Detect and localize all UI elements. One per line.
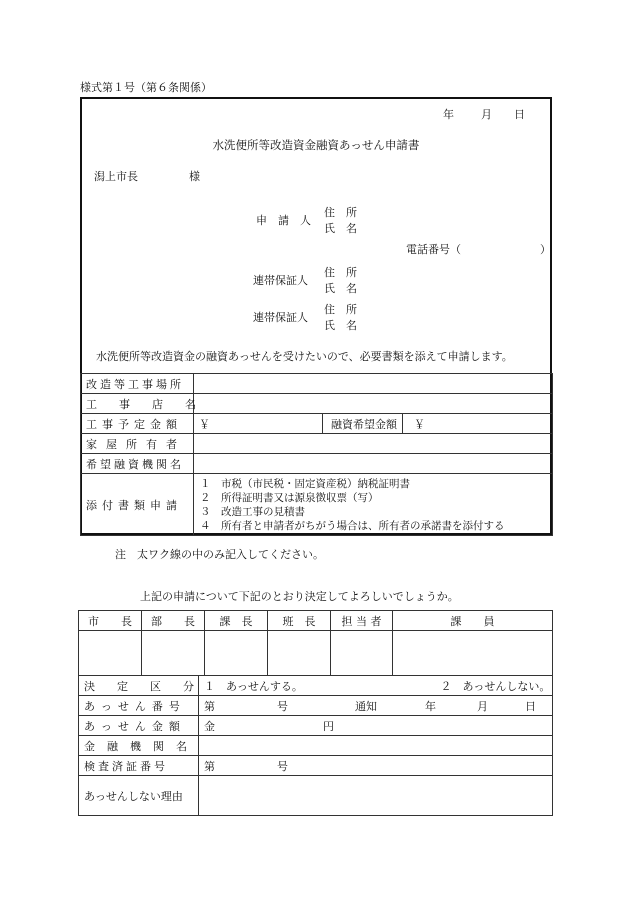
owner-field[interactable] (194, 434, 553, 454)
row-number (79, 696, 553, 716)
decision-table (78, 675, 553, 816)
row-cost (81, 414, 553, 434)
stamp-mayor[interactable] (79, 631, 142, 676)
guarantor2-name-label: 氏 名 (324, 319, 357, 332)
number-field[interactable] (199, 696, 553, 716)
form-number: 様式第１号（第６条関係） (80, 81, 212, 94)
decision-field[interactable] (199, 676, 553, 696)
attachment-item-3: ３ 改造工事の見積書 (200, 505, 305, 518)
cert-go: 号 (277, 759, 288, 773)
approval-section-chief: 課 長 (205, 611, 268, 631)
applicant-phone-label: 電話番号（ (406, 243, 461, 256)
number-notice: 通知 (355, 699, 377, 713)
row-amount (79, 716, 553, 736)
note-text: 注 太ワク線の中のみ記入してください。 (115, 548, 324, 561)
owner-label: 家屋所有者 (86, 437, 186, 451)
row-cert-number (79, 756, 553, 776)
loan-field[interactable] (403, 414, 553, 434)
row-site (81, 374, 553, 394)
contractor-field[interactable] (194, 394, 553, 414)
guarantor1-name-label: 氏 名 (324, 282, 357, 295)
stamp-director[interactable] (142, 631, 205, 676)
guarantor1-address-label: 住 所 (324, 266, 357, 279)
row-attachments (81, 474, 553, 536)
decision-option-reject[interactable]: ２ あっせんしない。 (440, 679, 551, 693)
reason-label: あっせんしない理由 (79, 776, 199, 816)
stamp-staff-in-charge[interactable] (331, 631, 393, 676)
stamp-section-chief[interactable] (205, 631, 268, 676)
attachment-item-1: １ 市税（市民税・固定資産税）納税証明書 (200, 477, 410, 490)
application-statement: 水洗便所等改造資金の融資あっせんを受けたいので、必要書類を添えて申請します。 (96, 350, 513, 363)
attach-label: 添付書類申請 (86, 498, 182, 512)
decision-label: 決定区分 (84, 679, 216, 693)
stamp-team-leader[interactable] (268, 631, 331, 676)
row-contractor (81, 394, 553, 414)
cert-number-field[interactable] (199, 756, 553, 776)
reason-field[interactable] (199, 776, 553, 816)
decision-prompt: 上記の申請について下記のとおり決定してよろしいでしょうか。 (140, 590, 459, 603)
applicant-phone-close: ） (540, 243, 551, 256)
row-decision (79, 676, 553, 696)
decision-option-approve[interactable]: １ あっせんする。 (204, 679, 303, 693)
applicant-name-label: 氏 名 (324, 222, 357, 235)
document-title: 水洗便所等改造資金融資あっせん申請書 (212, 138, 420, 152)
date-month: 月 (481, 108, 492, 121)
application-details-table (80, 373, 553, 536)
number-go: 号 (277, 699, 288, 713)
financial-institution-field[interactable] (199, 736, 553, 756)
attachments-list (194, 474, 553, 536)
cost-field[interactable] (194, 414, 323, 434)
approval-director: 部 長 (142, 611, 205, 631)
loan-label: 融資希望金額 (323, 414, 403, 434)
amount-yen: 円 (323, 719, 334, 733)
financial-institution-label: 金融機関名 (84, 739, 199, 753)
date-day: 日 (514, 108, 525, 121)
attachment-item-2: ２ 所得証明書又は源泉徴収票（写） (200, 491, 379, 504)
number-year: 年 (425, 699, 436, 713)
approval-mayor: 市 長 (79, 611, 142, 631)
approval-team-leader: 班 長 (268, 611, 331, 631)
number-day: 日 (525, 699, 536, 713)
bank-label: 希望融資機関名 (86, 457, 184, 471)
number-label: あっせん番号 (84, 699, 186, 713)
cert-number-label: 検査済証番号 (84, 759, 168, 773)
row-financial-institution (79, 736, 553, 756)
guarantor2-address-label: 住 所 (324, 303, 357, 316)
contractor-label: 工事店名 (86, 397, 218, 411)
row-reason (79, 776, 553, 816)
number-month: 月 (477, 699, 488, 713)
amount-field[interactable] (199, 716, 553, 736)
loan-yen: ￥ (414, 417, 425, 431)
guarantor2-label: 連帯保証人 (253, 311, 308, 324)
cert-dai: 第 (204, 759, 215, 773)
guarantor1-label: 連帯保証人 (253, 274, 308, 287)
approval-section-staff: 課 員 (393, 611, 553, 631)
cost-yen: ￥ (199, 417, 210, 431)
site-field[interactable] (194, 374, 553, 394)
row-owner (81, 434, 553, 454)
addressee-honorific: 様 (189, 170, 200, 183)
approval-stamp-row (79, 631, 553, 676)
stamp-section-staff[interactable] (393, 631, 553, 676)
approval-table (78, 610, 553, 676)
approval-staff-in-charge: 担 当 者 (331, 611, 393, 631)
site-label: 改造等工事場所 (86, 377, 184, 391)
row-bank (81, 454, 553, 474)
attachment-item-4: ４ 所有者と申請者がちがう場合は、所有者の承諾書を添付する (200, 519, 505, 532)
approval-header-row (79, 611, 553, 631)
applicant-address-label: 住 所 (324, 206, 357, 219)
amount-kin: 金 (204, 719, 215, 733)
cost-label: 工事予定金額 (86, 417, 182, 431)
date-year: 年 (443, 108, 454, 121)
applicant-label: 申 請 人 (256, 214, 311, 227)
bank-field[interactable] (194, 454, 553, 474)
number-dai: 第 (204, 699, 215, 713)
amount-label: あっせん金額 (84, 719, 186, 733)
addressee-name: 潟上市長 (94, 170, 138, 183)
